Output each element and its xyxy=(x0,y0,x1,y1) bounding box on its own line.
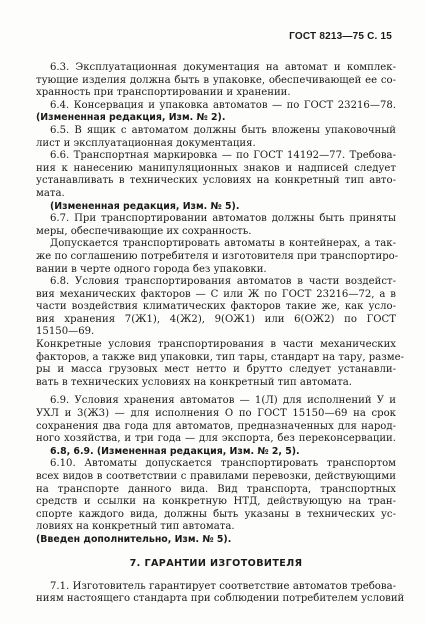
text-line: вия механических факторов — С или Ж по ГОСТ 23216—72, а в xyxy=(36,288,396,300)
text-line: части воздействия климатических факторов такие же, как усло- xyxy=(36,301,396,313)
text-line: вия хранения 7(Ж1), 4(Ж2), 9(ОЖ1) или 6(ОЖ2) по ГОСТ xyxy=(36,313,396,325)
text-line: УХЛ и 3(Ж3) — для исполнения О по ГОСТ 15150—69 на срок xyxy=(36,408,396,420)
text-line: ловиях на конкретный тип автомата. xyxy=(36,521,235,533)
text-line: 6.9. Условия хранения автоматов — 1(Л) для исполнений У и xyxy=(50,395,396,407)
text-line: устанавливать в технических условиях на конкретный тип авто- xyxy=(36,175,396,187)
page-header: ГОСТ 8213—75 С. 15 xyxy=(289,31,392,42)
text-line: средств и ссылки на конкретную НТД, действующую на тран- xyxy=(36,496,396,508)
text-line: 7.1. Изготовитель гарантирует соответствие автоматов требова- xyxy=(50,580,396,592)
text-line: 6.7. При транспортировании автоматов должны быть приняты xyxy=(50,213,396,225)
document-body xyxy=(36,62,405,606)
text-line: лист и эксплуатационная документация. xyxy=(36,137,256,149)
text-line: ного хозяйства, и три года — для экспорта, без переконсервации. xyxy=(36,433,396,445)
text-line: Конкретные условия транспортирования в части механических xyxy=(36,339,396,351)
text-line: 6.10. Автоматы допускается транспортировать транспортом xyxy=(50,458,396,470)
text-line: 6.3. Эксплуатационная документация на автомат и комплек- xyxy=(50,62,396,73)
amendment-note: 6.8, 6.9. (Измененная редакция, Изм. № 2, 5). xyxy=(50,445,300,457)
text-line: ры и масса грузовых мест нетто и брутто следует устанавли- xyxy=(36,364,396,376)
text-line: меры, обеспечивающие их сохранность. xyxy=(36,225,252,237)
amendment-note: (Измененная редакция, Изм. № 5). xyxy=(50,200,240,212)
text-line: на транспорте данного вида. Вид транспорта, транспортных xyxy=(36,483,396,495)
text-line: 6.5. В ящик с автоматом должны быть вложены упаковочный xyxy=(50,124,396,136)
text-line: 6.8. Условия транспортирования автоматов в части воздейст- xyxy=(50,276,396,288)
text-line: сохранения два года для автоматов, предназначенных для народ- xyxy=(36,420,396,432)
text-line: спорте каждого вида, должны быть указаны в технических ус- xyxy=(36,508,396,520)
text-line: всех видов в соответствии с правилами перевозки, действующими xyxy=(36,471,396,482)
text-line: 6.4. Консервация и упаковка автоматов — по ГОСТ 23216—78. xyxy=(50,99,396,111)
text-line: 15150—69. xyxy=(36,326,95,338)
section-title: 7. ГАРАНТИИ ИЗГОТОВИТЕЛЯ xyxy=(129,557,303,569)
text-line: вать в технических условиях на конкретный тип автомата. xyxy=(36,376,352,388)
text-line: хранность при транспортировании и хранении. xyxy=(36,87,291,99)
text-line: Допускается транспортировать автоматы в контейнерах, а так- xyxy=(50,238,396,250)
amendment-note: (Введен дополнительно, Изм. № 5). xyxy=(36,533,232,545)
amendment-note: (Измененная редакция, Изм. № 2). xyxy=(36,112,226,124)
text-line: вании в черте одного города без упаковки. xyxy=(36,263,267,275)
text-line: 6.6. Транспортная маркировка — по ГОСТ 14192—77. Требова- xyxy=(50,150,396,162)
text-line: тующие изделия должна быть в упаковке, обеспечивающей ее со- xyxy=(36,74,396,86)
text-line: ниям настоящего стандарта при соблюдении потребителем условий xyxy=(36,593,405,605)
text-line: же по соглашению потребителя и изготовителя при транспортиро- xyxy=(36,250,399,262)
text-line: факторов, а также вид упаковки, тип тары, стандарт на тару, разме- xyxy=(36,351,404,363)
text-line: ния к нанесению манипуляционных знаков и надписей следует xyxy=(36,162,396,174)
text-line: мата. xyxy=(36,187,65,199)
